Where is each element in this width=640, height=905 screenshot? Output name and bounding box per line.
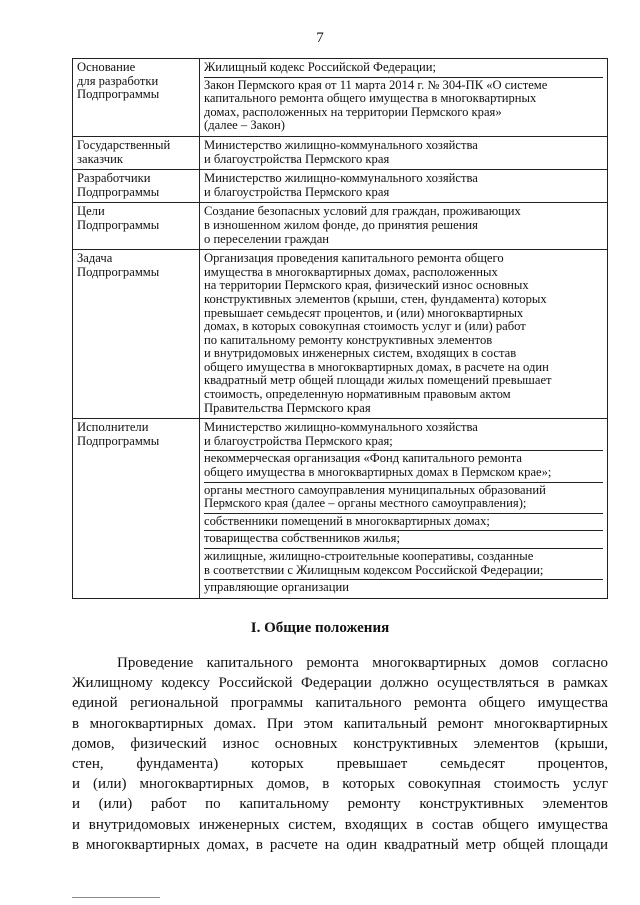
row-label: Основание для разработки Подпрограммы	[73, 59, 200, 137]
row-value	[200, 136, 608, 169]
row-value-item: Министерство жилищно-коммунального хозяйства и благоустройства Пермского края;	[204, 420, 478, 448]
paragraph-line: в многоквартирных домах. При этом капитальный ремонт многоквартирных	[72, 715, 608, 732]
passport-row	[73, 170, 608, 203]
passport-row	[73, 203, 608, 250]
row-value	[200, 250, 608, 419]
paragraph-line: и (или) многоквартирных домов, в которых совокупная стоимость услуг	[72, 776, 608, 793]
passport-row	[73, 136, 608, 169]
subprogram-passport-table	[72, 58, 608, 599]
row-value-item: Закон Пермского края от 11 марта 2014 г. № 304-ПК «О системе капитального ремонта общего имущества в многоквартирных домах, расположенных на территории Пермского края» (далее – Закон)	[204, 77, 603, 135]
row-value-item: Жилищный кодекс Российской Федерации;	[204, 60, 436, 74]
section-heading: I. Общие положения	[250, 620, 390, 636]
paragraph-line: в многоквартирных домах, в расчете на один квадратный метр общей площади	[72, 836, 608, 853]
row-value-item: управляющие организации	[204, 579, 603, 597]
row-label: Исполнители Подпрограммы	[73, 419, 200, 599]
row-value-item: жилищные, жилищно-строительные кооперативы, созданные в соответствии с Жилищным кодексом Российской Федерации;	[204, 548, 603, 579]
paragraph-line: Жилищному кодексу Российской Федерации должно осуществляться в рамках	[72, 675, 608, 692]
footer-rule	[72, 897, 160, 898]
passport-row	[73, 250, 608, 419]
row-label: Государственный заказчик	[73, 136, 200, 169]
page-number: 7	[316, 30, 324, 46]
passport-row	[73, 59, 608, 137]
row-value-item: Министерство жилищно-коммунального хозяйства и благоустройства Пермского края	[204, 171, 478, 199]
row-value-item: некоммерческая организация «Фонд капитального ремонта общего имущества в многоквартирных домах в Пермском крае»;	[204, 450, 603, 481]
paragraph-line: Проведение капитального ремонта многоквартирных домов согласно	[117, 655, 608, 671]
row-value-item: Организация проведения капитального ремонта общего имущества в многоквартирных домах, расположенных на территории Пермского края, физический износ основных конструктивных элементов (крыши, стен, фундамента) которых превышает семьдесят процентов, и (или) многоквартирных домах, в которых совокупная стоимость услуг и (или) работ по капитальному ремонту конструктивных элементов и внутридомовых инженерных систем, входящих в состав общего имущества в многоквартирных домах, в расчете на один квадратный метр общей площади жилых помещений превышает стоимость, определенную нормативным правовым актом Правительства Пермского края	[204, 251, 552, 415]
row-value	[200, 419, 608, 599]
paragraph-line: и внутридомовых инженерных систем, входящих в состав общего имущества	[72, 816, 608, 833]
row-value	[200, 59, 608, 137]
row-value-item: Создание безопасных условий для граждан, проживающих в изношенном жилом фонде, до принятия решения о переселении граждан	[204, 204, 521, 246]
paragraph-line: и (или) работ по капитальному ремонту конструктивных элементов	[72, 796, 608, 813]
row-value-item: Министерство жилищно-коммунального хозяйства и благоустройства Пермского края	[204, 137, 478, 166]
passport-row	[73, 419, 608, 599]
paragraph-line: единой региональной программы капитального ремонта общего имущества	[72, 695, 608, 712]
passport-table-body	[73, 59, 608, 599]
paragraph-line: стен, фундамента) которых превышает семьдесят процентов,	[72, 756, 608, 773]
row-label: Задача Подпрограммы	[73, 250, 200, 419]
row-label: Разработчики Подпрограммы	[73, 170, 200, 203]
row-value-item: собственники помещений в многоквартирных домах;	[204, 513, 603, 531]
row-value	[200, 170, 608, 203]
row-value-item: органы местного самоуправления муниципальных образований Пермского края (далее – органы местного самоуправления);	[204, 482, 603, 513]
row-label: Цели Подпрограммы	[73, 203, 200, 250]
paragraph-line: домов, физический износ основных конструктивных элементов (крыши,	[72, 735, 608, 752]
row-value-item: товарищества собственников жилья;	[204, 530, 603, 548]
row-value	[200, 203, 608, 250]
general-provisions-paragraph	[72, 653, 608, 855]
